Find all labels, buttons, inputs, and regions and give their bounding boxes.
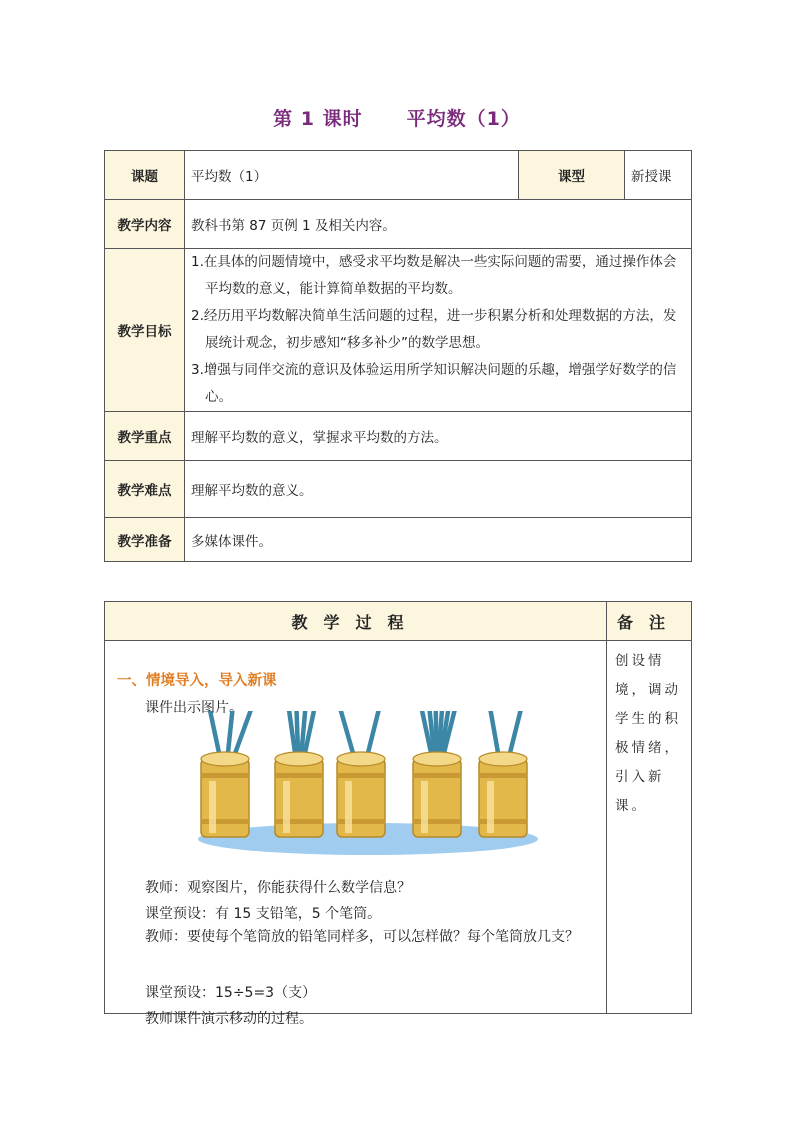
paragraph: 课堂预设：15÷5=3（支） [145, 985, 317, 1001]
teaching-process-table [104, 601, 692, 1027]
key-value: 理解平均数的意义，掌握求平均数的方法。 [185, 412, 692, 461]
paragraph: 教师：观察图片，你能获得什么数学信息？ [145, 880, 411, 896]
note-header: 备注 [607, 602, 692, 641]
paragraph: 课堂预设：有 15 支铅笔，5 个笔筒。 [145, 906, 382, 922]
pencil-cup [479, 711, 527, 837]
difficulty-label: 教学难点 [105, 461, 185, 518]
pencil-cup [336, 711, 385, 837]
goal-item: 3.增强与同伴交流的意识及体验运用所学知识解决问题的乐趣，增强学好数学的信心。 [191, 362, 677, 405]
topic-label: 课题 [105, 151, 185, 200]
pencil-cup [275, 711, 323, 837]
pencil-cup [413, 711, 461, 837]
goal-item: 1.在具体的问题情境中，感受求平均数是解决一些实际问题的需要，通过操作体会平均数的意义，能计算简单数据的平均数。 [191, 254, 677, 297]
type-value: 新授课 [625, 151, 692, 200]
goals-label: 教学目标 [105, 249, 185, 412]
goal-item: 2.经历用平均数解决简单生活问题的过程，进一步积累分析和处理数据的方法，发展统计观念，初步感知“移多补少”的数学思想。 [191, 308, 677, 351]
lesson-info-table [104, 150, 692, 562]
key-label: 教学重点 [105, 412, 185, 461]
pencil-cups-image [193, 711, 543, 859]
pencil-cup [201, 711, 256, 837]
process-body [105, 641, 607, 1027]
paragraph: 教师：要使每个笔筒放的铅笔同样多，可以怎样做？每个笔筒放几支？ [145, 929, 579, 945]
paragraph: 课件出示图片。 [145, 700, 243, 716]
difficulty-value: 理解平均数的意义。 [185, 461, 692, 518]
content-label: 教学内容 [105, 200, 185, 249]
prep-label: 教学准备 [105, 518, 185, 562]
type-label: 课型 [519, 151, 625, 200]
prep-value: 多媒体课件。 [185, 518, 692, 562]
topic-value: 平均数（1） [185, 151, 519, 200]
content-value: 教科书第 87 页例 1 及相关内容。 [185, 200, 692, 249]
goals-list [185, 249, 692, 412]
lesson-topic: 平均数（1） [406, 108, 521, 130]
page-title [0, 104, 794, 131]
paragraph: 教师课件演示移动的过程。 [145, 1011, 313, 1027]
process-header: 教学过程 [105, 602, 607, 641]
remark-note: 创设情境，调动学生的积极情绪，引入新课。 [607, 641, 692, 1014]
lesson-number: 第 1 课时 [273, 108, 363, 130]
section-title: 一、情境导入，导入新课 [117, 673, 277, 689]
